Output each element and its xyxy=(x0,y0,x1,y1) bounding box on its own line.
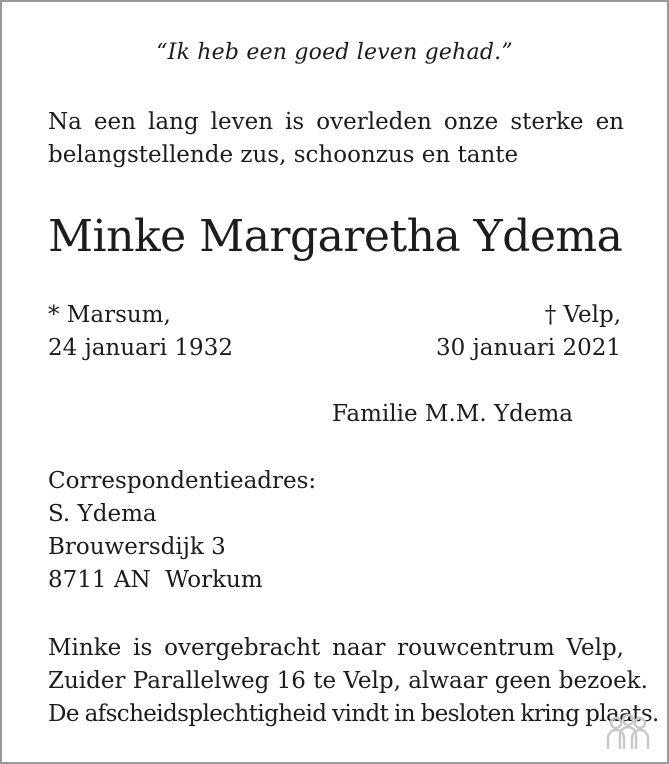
death-info xyxy=(436,299,621,365)
address-name: S. Ydema xyxy=(48,501,157,527)
people-group-icon xyxy=(603,712,653,752)
address-street: Brouwersdijk 3 xyxy=(48,534,226,560)
motto-quote: “Ik heb een goed leven gehad.” xyxy=(156,40,513,65)
note-line-3: De afscheidsplechtigheid vindt in besloten kring plaats. xyxy=(48,701,659,727)
death-date: 30 januari 2021 xyxy=(436,335,621,361)
intro-line-1: Na een lang leven is overleden onze sterke en xyxy=(48,109,624,135)
correspondence-address xyxy=(48,465,316,597)
intro-line-2: belangstellende zus, schoonzus en tante xyxy=(48,142,519,168)
note-line-2: Zuider Parallelweg 16 te Velp, alwaar geen bezoek. xyxy=(48,668,648,694)
intro-text xyxy=(48,106,624,172)
family-signature: Familie M.M. Ydema xyxy=(332,401,573,427)
birth-info xyxy=(48,299,233,365)
address-city: 8711 AN Workum xyxy=(48,567,263,593)
birth-date: 24 januari 1932 xyxy=(48,335,233,361)
death-place: † Velp, xyxy=(544,302,621,328)
note-line-1: Minke is overgebracht naar rouwcentrum Velp, xyxy=(48,635,624,661)
address-heading: Correspondentieadres: xyxy=(48,468,317,494)
birth-place: * Marsum, xyxy=(48,302,171,328)
arrangement-note xyxy=(48,632,659,731)
deceased-name: Minke Margaretha Ydema xyxy=(48,211,623,262)
